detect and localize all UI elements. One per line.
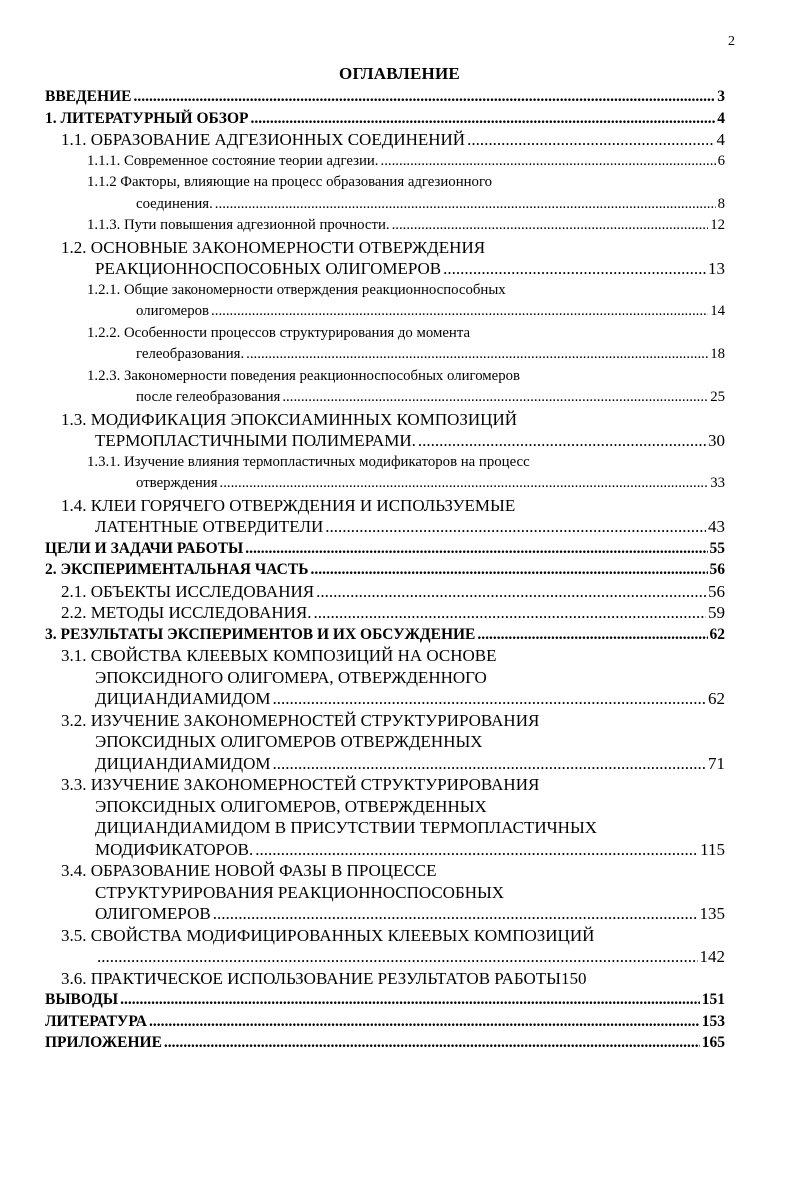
toc-entry-1-2[interactable]	[45, 237, 725, 280]
toc-entry-title-cont: соединения.	[136, 195, 213, 212]
toc-entry-2-1[interactable]	[45, 581, 725, 603]
toc-entry-page: 14	[710, 303, 725, 319]
leader-dots	[164, 1032, 700, 1054]
toc-entry-page: 71	[708, 753, 725, 773]
toc-entry-page: 115	[700, 839, 725, 859]
toc-entry-title: 1.1. ОБРАЗОВАНИЕ АДГЕЗИОННЫХ СОЕДИНЕНИЙ	[61, 130, 466, 149]
toc-entry-3-2[interactable]	[45, 710, 725, 775]
toc-entry-title-cont: ЭПОКСИДНЫХ ОЛИГОМЕРОВ, ОТВЕРЖДЕННЫХ	[95, 796, 487, 816]
toc-entry-1-1[interactable]	[45, 129, 725, 151]
table-of-contents	[45, 86, 725, 1054]
toc-entry-title-cont: ЛАТЕНТНЫЕ ОТВЕРДИТЕЛИ	[95, 517, 324, 536]
leader-dots	[133, 86, 715, 108]
leader-dots	[443, 258, 706, 280]
toc-entry-page: 135	[699, 904, 725, 923]
toc-entry-title: 1.2.2. Особенности процессов структурирования до момента	[87, 324, 471, 341]
toc-entry-1-2-2[interactable]	[45, 323, 725, 366]
leader-dots	[251, 108, 716, 130]
toc-entry-title: 3.1. СВОЙСТВА КЛЕЕВЫХ КОМПОЗИЦИЙ НА ОСНОВЕ	[61, 646, 497, 665]
leader-dots	[381, 151, 716, 173]
toc-entry-title: 1.1.1. Современное состояние теории адгезии.	[87, 152, 379, 169]
toc-entry-title: 3.6. ПРАКТИЧЕСКОЕ ИСПОЛЬЗОВАНИЕ РЕЗУЛЬТАТОВ РАБОТЫ	[61, 968, 561, 988]
toc-entry-page: 12	[710, 217, 725, 233]
leader-dots	[310, 559, 707, 581]
toc-entry-title: ЛИТЕРАТУРА	[45, 1012, 147, 1030]
leader-dots	[392, 215, 709, 237]
toc-entry-3-1[interactable]	[45, 645, 725, 710]
toc-entry-3-3[interactable]	[45, 774, 725, 860]
toc-entry-2-2[interactable]	[45, 602, 725, 624]
toc-entry-page: 6	[717, 152, 725, 169]
toc-entry-title-cont: ТЕРМОПЛАСТИЧНЫМИ ПОЛИМЕРАМИ.	[95, 431, 416, 450]
toc-entry-title: ЦЕЛИ И ЗАДАЧИ РАБОТЫ	[45, 539, 244, 557]
leader-dots	[149, 1011, 700, 1033]
toc-entry-chapter-2[interactable]	[45, 559, 725, 581]
toc-entry-title: 3.5. СВОЙСТВА МОДИФИЦИРОВАННЫХ КЛЕЕВЫХ КОМПОЗИЦИЙ	[61, 925, 595, 945]
toc-entry-title: 1.2.3. Закономерности поведения реакционноспособных олигомеров	[87, 367, 521, 384]
leader-dots	[215, 194, 716, 216]
leader-dots	[213, 903, 698, 925]
toc-entry-page: 151	[701, 991, 725, 1008]
toc-entry-1-1-3[interactable]	[45, 215, 725, 237]
leader-dots	[325, 516, 706, 538]
toc-entry-title-cont: МОДИФИКАТОРОВ.	[95, 839, 254, 859]
toc-entry-page: 55	[709, 539, 725, 557]
toc-entry-3-5[interactable]	[45, 925, 725, 968]
leader-dots	[477, 624, 707, 646]
toc-entry-title-cont: ДИЦИАНДИАМИДОМ В ПРИСУТСТВИИ ТЕРМОПЛАСТИЧНЫХ	[95, 818, 598, 837]
toc-entry-title: 2.1. ОБЪЕКТЫ ИССЛЕДОВАНИЯ	[61, 581, 315, 601]
toc-entry-page: 56	[708, 581, 725, 601]
toc-entry-1-1-1[interactable]	[45, 151, 725, 173]
toc-entry-1-2-1[interactable]	[45, 280, 725, 323]
toc-entry-page: 18	[710, 346, 725, 362]
toc-entry-page: 3	[717, 88, 725, 105]
toc-entry-page: 59	[708, 603, 725, 622]
leader-dots	[467, 129, 714, 151]
leader-dots	[97, 946, 698, 968]
leader-dots	[273, 688, 706, 710]
toc-entry-appendix[interactable]	[45, 1032, 725, 1054]
leader-dots	[120, 989, 700, 1011]
leader-dots	[245, 538, 707, 560]
toc-entry-1-3-1[interactable]	[45, 452, 725, 495]
toc-entry-introduction[interactable]	[45, 86, 725, 108]
toc-entry-page: 142	[699, 947, 725, 966]
toc-entry-page: 62	[709, 625, 725, 643]
toc-entry-title-cont: ДИЦИАНДИАМИДОМ	[95, 753, 271, 773]
toc-entry-references[interactable]	[45, 1011, 725, 1033]
toc-entry-page: 165	[701, 1034, 725, 1051]
toc-entry-title-cont: ЭПОКСИДНЫХ ОЛИГОМЕРОВ ОТВЕРЖДЕННЫХ	[95, 732, 483, 751]
leader-dots	[211, 301, 708, 323]
toc-entry-title: 1.3.1. Изучение влияния термопластичных модификаторов на процесс	[87, 453, 530, 470]
toc-entry-page: 150	[560, 968, 587, 988]
toc-entry-title: 2.2. МЕТОДЫ ИССЛЕДОВАНИЯ.	[61, 603, 312, 622]
toc-entry-title-cont: после гелеобразования	[136, 389, 281, 405]
toc-entry-title: 2. ЭКСПЕРИМЕНТАЛЬНАЯ ЧАСТЬ	[45, 561, 309, 578]
toc-title: ОГЛАВЛЕНИЕ	[339, 64, 460, 83]
toc-entry-page: 13	[708, 259, 725, 278]
toc-entry-page: 8	[717, 195, 725, 212]
toc-entry-1-3[interactable]	[45, 409, 725, 452]
toc-entry-title: 3. РЕЗУЛЬТАТЫ ЭКСПЕРИМЕНТОВ И ИХ ОБСУЖДЕНИЕ	[45, 625, 476, 643]
toc-entry-page: 4	[717, 109, 725, 127]
toc-entry-title: 3.4. ОБРАЗОВАНИЕ НОВОЙ ФАЗЫ В ПРОЦЕССЕ	[61, 861, 437, 880]
toc-entry-title-cont: отверждения	[136, 475, 218, 491]
toc-entry-title-cont: олигомеров	[136, 303, 210, 319]
toc-entry-title-cont: РЕАКЦИОННОСПОСОБНЫХ ОЛИГОМЕРОВ	[95, 259, 442, 278]
leader-dots	[246, 344, 708, 366]
toc-entry-chapter-3[interactable]	[45, 624, 725, 646]
leader-dots	[314, 602, 706, 624]
toc-entry-page: 43	[708, 517, 725, 536]
toc-entry-3-6[interactable]	[45, 968, 725, 990]
toc-entry-title-cont: гелеобразования.	[136, 346, 245, 362]
toc-entry-title: ВЫВОДЫ	[45, 991, 119, 1008]
toc-entry-page: 153	[701, 1012, 725, 1030]
leader-dots	[316, 581, 706, 603]
toc-entry-page: 4	[716, 130, 725, 149]
toc-entry-1-2-3[interactable]	[45, 366, 725, 409]
toc-entry-3-4[interactable]	[45, 860, 725, 925]
toc-entry-page: 25	[710, 389, 725, 405]
page-number: 2	[728, 34, 735, 49]
toc-entry-title: 1. ЛИТЕРАТУРНЫЙ ОБЗОР	[45, 109, 249, 127]
toc-entry-page: 30	[708, 431, 725, 450]
toc-entry-page: 62	[708, 689, 725, 708]
toc-entry-title: 3.2. ИЗУЧЕНИЕ ЗАКОНОМЕРНОСТЕЙ СТРУКТУРИРОВАНИЯ	[61, 710, 540, 730]
toc-entry-title-cont: СТРУКТУРИРОВАНИЯ РЕАКЦИОННОСПОСОБНЫХ	[95, 882, 505, 902]
toc-entry-title-cont: ДИЦИАНДИАМИДОМ	[95, 689, 271, 708]
toc-entry-title: 1.2. ОСНОВНЫЕ ЗАКОНОМЕРНОСТИ ОТВЕРЖДЕНИЯ	[61, 237, 486, 257]
toc-entry-1-4[interactable]	[45, 495, 725, 538]
toc-entry-title-cont: ОЛИГОМЕРОВ	[95, 904, 211, 923]
toc-entry-conclusions[interactable]	[45, 989, 725, 1011]
toc-entry-title: 1.1.3. Пути повышения адгезионной прочности.	[87, 217, 390, 233]
leader-dots	[255, 839, 698, 861]
toc-entry-chapter-1[interactable]	[45, 108, 725, 130]
leader-dots	[220, 473, 709, 495]
toc-entry-title: 1.2.1. Общие закономерности отверждения реакционноспособных	[87, 281, 506, 298]
toc-entry-title-cont: ЭПОКСИДНОГО ОЛИГОМЕРА, ОТВЕРЖДЕННОГО	[95, 667, 487, 687]
toc-entry-title: 3.3. ИЗУЧЕНИЕ ЗАКОНОМЕРНОСТЕЙ СТРУКТУРИРОВАНИЯ	[61, 775, 540, 794]
toc-entry-page: 33	[710, 475, 725, 491]
toc-entry-1-1-2[interactable]	[45, 172, 725, 215]
toc-entry-title: ПРИЛОЖЕНИЕ	[45, 1034, 162, 1051]
toc-entry-title: 1.3. МОДИФИКАЦИЯ ЭПОКСИАМИННЫХ КОМПОЗИЦИЙ	[61, 409, 518, 429]
toc-entry-page: 56	[709, 561, 725, 578]
leader-dots	[418, 430, 706, 452]
leader-dots	[282, 387, 708, 409]
toc-entry-title: 1.1.2 Факторы, влияющие на процесс образования адгезионного	[87, 174, 493, 190]
toc-entry-title: ВВЕДЕНИЕ	[45, 88, 132, 105]
leader-dots	[273, 753, 706, 775]
toc-entry-goals[interactable]	[45, 538, 725, 560]
toc-entry-title: 1.4. КЛЕИ ГОРЯЧЕГО ОТВЕРЖДЕНИЯ И ИСПОЛЬЗУЕМЫЕ	[61, 495, 516, 515]
